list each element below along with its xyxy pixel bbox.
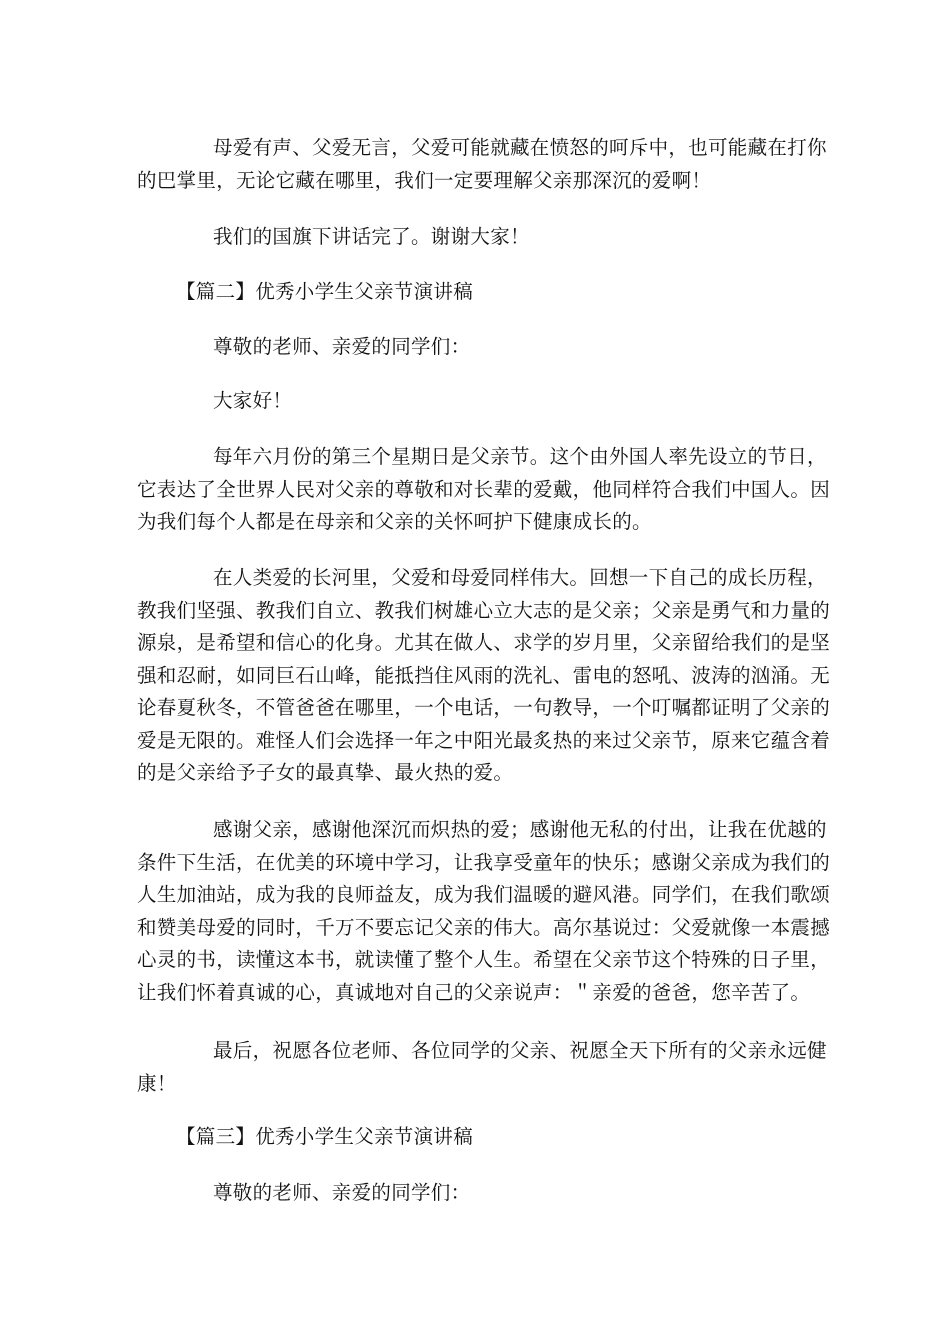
paragraph-line: 我们的国旗下讲话完了。谢谢大家！ <box>213 225 530 248</box>
greeting-text: 尊敬的老师、亲爱的同学们： <box>213 335 471 358</box>
paragraph-line: 感谢父亲，感谢他深沉而炽热的爱；感谢他无私的付出，让我在优越的 <box>213 818 827 841</box>
paragraph-line: 人生加油站，成为我的良师益友，成为我们温暖的避风港。同学们，在我们歌颂 <box>137 883 831 906</box>
heading-text: 【篇二】优秀小学生父亲节演讲稿 <box>176 280 474 303</box>
paragraph-line: 的是父亲给予子女的最真挚、最火热的爱。 <box>137 761 514 784</box>
paragraph-line: 强和忍耐，如同巨石山峰，能抵挡住风雨的洗礼、雷电的怒吼、波涛的汹涌。无 <box>137 663 831 687</box>
paragraph-line: 让我们怀着真诚的心，真诚地对自己的父亲说声：＂亲爱的爸爸，您辛苦了。 <box>137 980 811 1004</box>
paragraph-line: 心灵的书，读懂这本书，就读懂了整个人生。希望在父亲节这个特殊的日子里， <box>137 948 831 971</box>
paragraph-thank-father <box>137 814 831 1009</box>
section-heading-3 <box>137 1121 809 1154</box>
paragraph-line: 条件下生活，在优美的环境中学习，让我享受童年的快乐；感谢父亲成为我们的 <box>137 850 831 874</box>
paragraph-line: 论春夏秋冬，不管爸爸在哪里，一个电话，一句教导，一个叮嘱都证明了父亲的 <box>137 696 831 719</box>
greeting-text: 尊敬的老师、亲爱的同学们： <box>213 1181 471 1204</box>
paragraph-closing-wish <box>137 1035 827 1100</box>
paragraph-line: 的巴掌里，无论它藏在哪里，我们一定要理解父亲那深沉的爱啊！ <box>137 168 712 192</box>
paragraph-line: 和赞美母爱的同时，千万不要忘记父亲的伟大。高尔基说过：父爱就像一本震撼 <box>137 915 831 939</box>
paragraph-line: 源泉，是希望和信心的化身。尤其在做人、求学的岁月里，父亲留给我们的是坚 <box>137 631 831 654</box>
hello-text: 大家好！ <box>213 389 293 412</box>
paragraph-mother-father-love <box>137 132 827 197</box>
section-heading-2 <box>137 276 809 309</box>
paragraph-father-love-river <box>137 562 831 790</box>
paragraph-line: 为我们每个人都是在母亲和父亲的关怀呵护下健康成长的。 <box>137 510 652 533</box>
paragraph-fathers-day-intro <box>137 441 831 539</box>
greeting-2 <box>137 331 809 364</box>
paragraph-line: 最后，祝愿各位老师、各位同学的父亲、祝愿全天下所有的父亲永远健 <box>213 1039 827 1062</box>
heading-text: 【篇三】优秀小学生父亲节演讲稿 <box>176 1125 474 1148</box>
paragraph-line: 母爱有声、父爱无言，父爱可能就藏在愤怒的呵斥中，也可能藏在打你 <box>213 136 827 159</box>
paragraph-line: 它表达了全世界人民对父亲的尊敬和对长辈的爱戴，他同样符合我们中国人。因 <box>137 477 831 501</box>
paragraph-speech-end <box>137 221 809 254</box>
paragraph-line: 每年六月份的第三个星期日是父亲节。这个由外国人率先设立的节日， <box>213 445 827 468</box>
paragraph-line: 爱是无限的。难怪人们会选择一年之中阳光最炙热的来过父亲节，原来它蕴含着 <box>137 728 831 752</box>
paragraph-line: 康！ <box>137 1071 177 1095</box>
hello-2 <box>137 385 809 418</box>
paragraph-line: 教我们坚强、教我们自立、教我们树雄心立大志的是父亲；父亲是勇气和力量的 <box>137 598 831 622</box>
greeting-3 <box>137 1177 809 1210</box>
paragraph-line: 在人类爱的长河里，父爱和母爱同样伟大。回想一下自己的成长历程， <box>213 566 827 589</box>
